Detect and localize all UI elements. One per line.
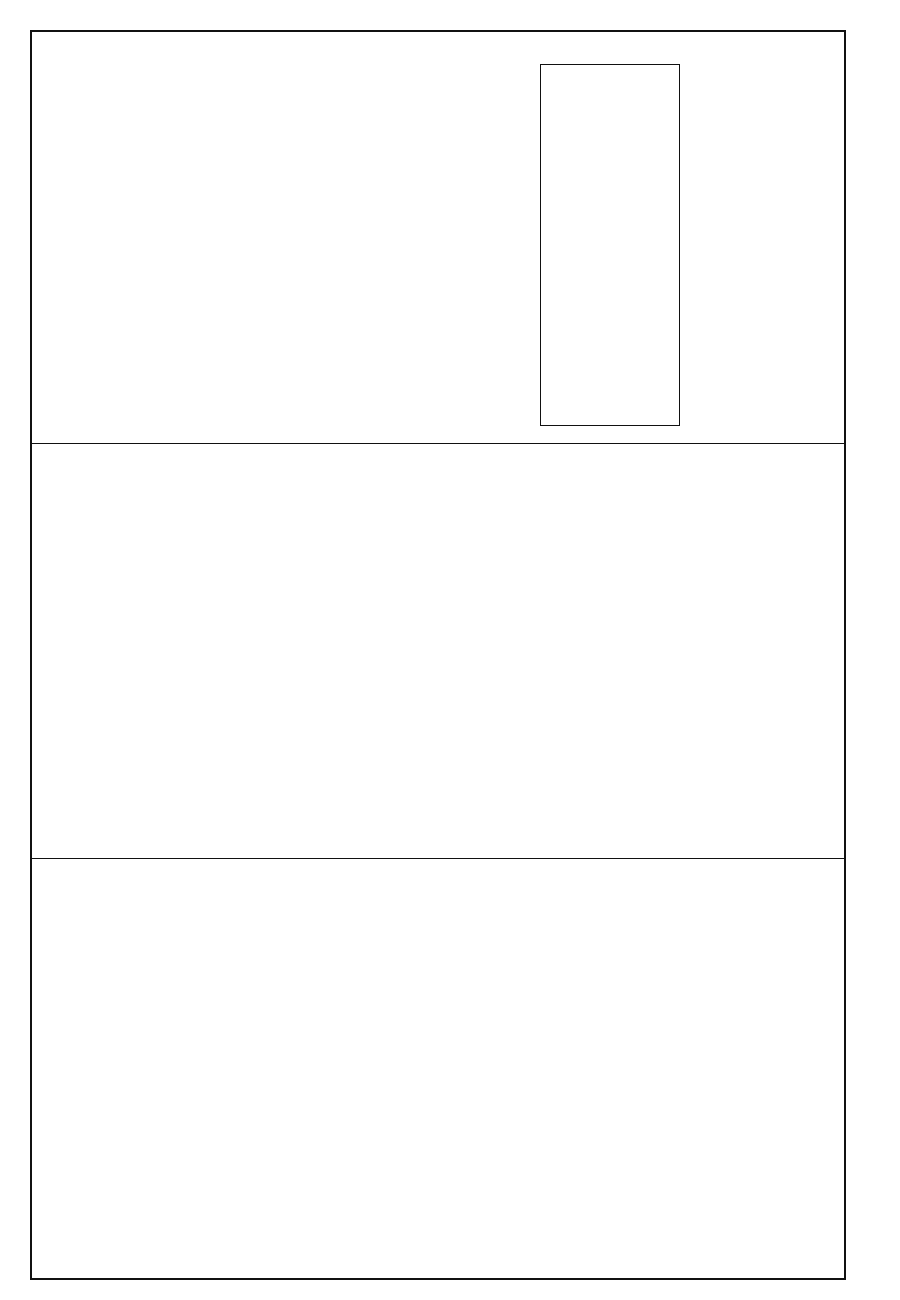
bottom-tier-text [44, 866, 844, 1274]
top-tier-text [44, 82, 514, 438]
middle-tier-text [44, 450, 844, 854]
tier-divider-1 [30, 443, 846, 444]
tier-divider-2 [30, 858, 846, 859]
running-head [866, 110, 894, 128]
scripture-info-box [540, 64, 680, 426]
